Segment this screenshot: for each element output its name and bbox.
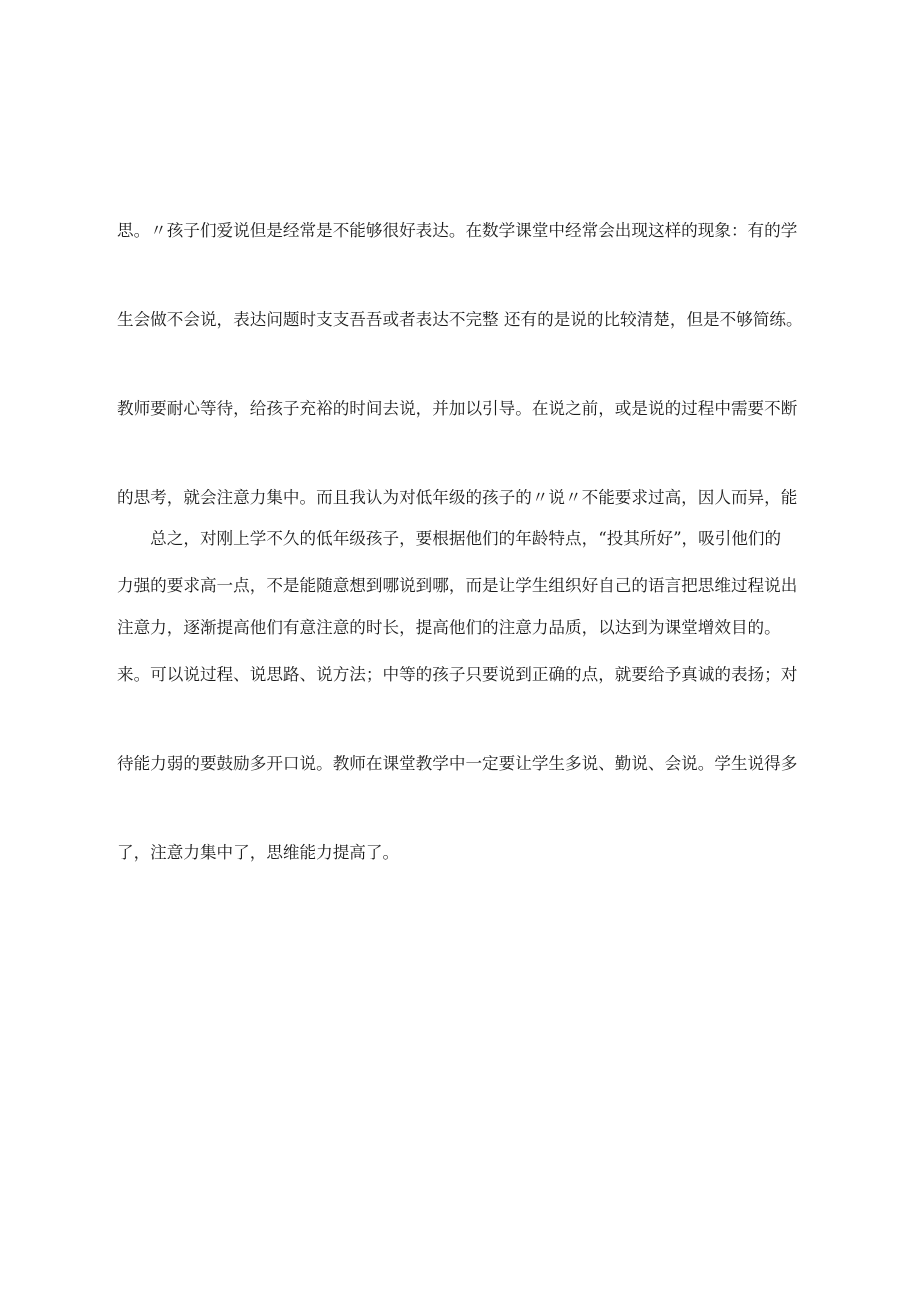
paragraph-line: 思。〃孩子们爱说但是经常是不能够很好表达。在数学课堂中经常会出现这样的现象：有的学 — [117, 221, 798, 241]
paragraph-line: 了，注意力集中了，思维能力提高了。 — [117, 842, 400, 862]
paragraph-line: 来。可以说过程、说思路、说方法；中等的孩子只要说到正确的点，就要给予真诚的表扬；对 — [117, 665, 798, 685]
paragraph-line: 教师要耐心等待，给孩子充裕的时间去说，并加以引导。在说之前，或是说的过程中需要不断 — [117, 398, 798, 418]
paragraph-line: 注意力，逐渐提高他们有意注意的时长，提高他们的注意力品质，以达到为课堂增效目的。 — [117, 617, 781, 637]
paragraph-line: 总之，对刚上学不久的低年级孩子，要根据他们的年龄特点，“投其所好”，吸引他们的 — [117, 529, 782, 549]
paragraph-body — [117, 465, 810, 702]
paragraph-line: 生会做不会说，表达问题时支支吾吾或者表达不完整 还有的是说的比较清楚，但是不够简练。 — [117, 309, 803, 329]
paragraph-line: 力强的要求高一点，不是能随意想到哪说到哪，而是让学生组织好自己的语言把思维过程说出 — [117, 576, 798, 596]
paragraph-line: 待能力弱的要鼓励多开口说。教师在课堂教学中一定要让学生多说、勤说、会说。学生说得多 — [117, 753, 798, 773]
paragraph-line: 的思考，就会注意力集中。而且我认为对低年级的孩子的〃说〃不能要求过高，因人而异，能 — [117, 487, 798, 507]
paragraph-conclusion — [117, 465, 810, 702]
